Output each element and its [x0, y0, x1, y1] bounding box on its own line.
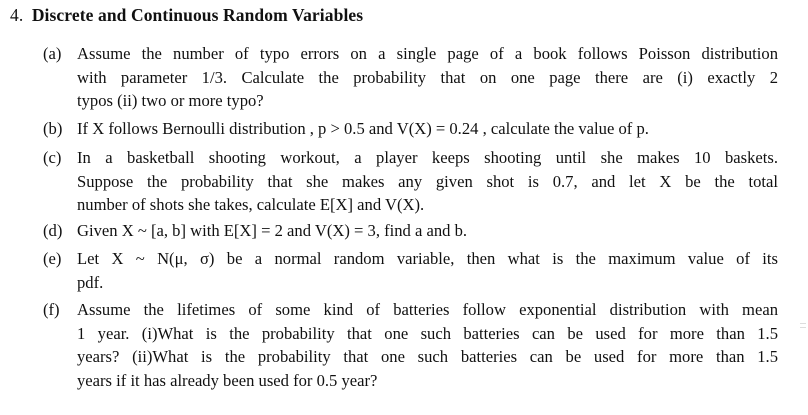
subquestion-f	[43, 298, 778, 392]
subquestion-label: (a)	[43, 44, 62, 63]
text-line: Given X ~ [a, b] with E[X] = 2 and V(X) = 3, find a and b.	[77, 221, 468, 240]
text-line: Let X ~ N(μ, σ) be a normal random variable, then what is the maximum value of its	[77, 249, 778, 268]
subquestion-text	[77, 146, 778, 217]
subquestion-text	[77, 42, 778, 113]
subquestion-text	[77, 117, 778, 141]
text-line: pdf.	[77, 272, 104, 292]
text-line: 1 year. (i)What is the probability that one such batteries can be used for more than 1.5	[77, 323, 778, 343]
text-line: with parameter 1/3. Calculate the probability that on one page there are (i) exactly 2	[77, 67, 778, 87]
subquestion-text	[77, 247, 778, 294]
subquestion-label: (c)	[43, 148, 62, 167]
subquestion-d	[43, 219, 778, 243]
subquestion-label: (e)	[43, 249, 62, 268]
text-line: number of shots she takes, calculate E[X] and V(X).	[77, 195, 425, 214]
text-line: Suppose the probability that she makes any given shot is 0.7, and let X be the total	[77, 171, 778, 191]
text-line: typos (ii) two or more typo?	[77, 91, 264, 110]
subquestion-a	[43, 42, 778, 113]
text-line: Assume the lifetimes of some kind of batteries follow exponential distribution with mean	[77, 300, 778, 319]
subquestion-label: (b)	[43, 119, 63, 138]
page-edge-mark	[800, 323, 806, 328]
subquestion-label: (d)	[43, 221, 63, 240]
text-line: years? (ii)What is the probability that one such batteries can be used for more than 1.5	[77, 347, 778, 366]
text-line: years if it has already been used for 0.5 year?	[77, 370, 378, 390]
problem-heading	[10, 5, 363, 26]
subquestion-c	[43, 146, 778, 217]
problem-title: Discrete and Continuous Random Variables	[31, 5, 364, 25]
subquestion-b	[43, 117, 778, 141]
subquestion-label: (f)	[43, 300, 60, 319]
subquestion-text	[77, 219, 778, 243]
text-line: In a basketball shooting workout, a player keeps shooting until she makes 10 baskets.	[77, 148, 778, 167]
text-line: If X follows Bernoulli distribution , p > 0.5 and V(X) = 0.24 , calculate the value of p.	[77, 119, 649, 138]
subquestion-e	[43, 247, 778, 294]
problem-number: 4.	[10, 5, 24, 25]
text-line: Assume the number of typo errors on a single page of a book follows Poisson distribution	[77, 44, 778, 63]
subquestion-text	[77, 298, 778, 392]
